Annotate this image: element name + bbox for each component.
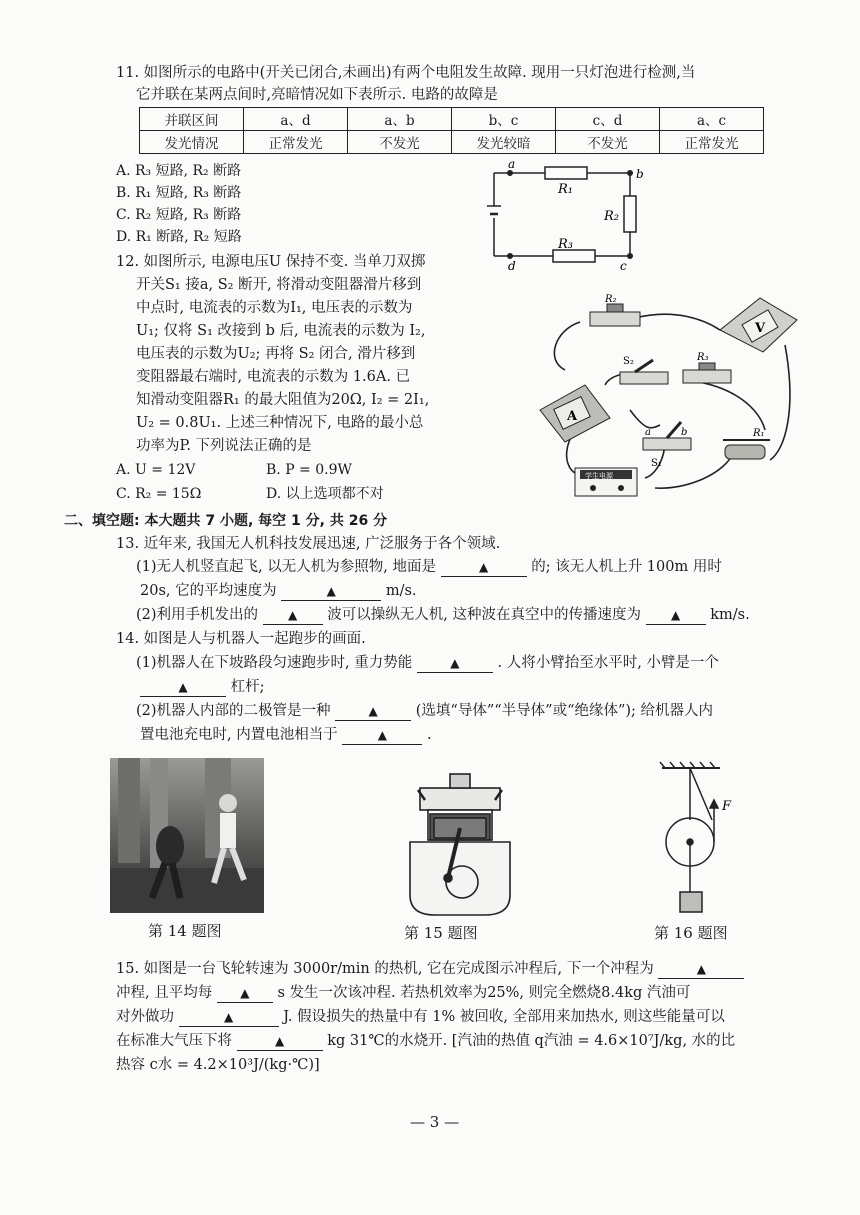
q12-line: 功率为P. 下列说法正确的是: [136, 438, 312, 454]
caption-fig16: 第 16 题图: [654, 924, 728, 942]
q12-line: 变阻器最右端时, 电流表的示数为 1.6A. 已: [136, 369, 411, 385]
r3-label: R₃: [558, 237, 573, 252]
q14-part2-cont: [140, 724, 432, 746]
voltmeter-label: V: [755, 321, 766, 336]
q13-part2: [136, 604, 750, 626]
answer-blank[interactable]: [658, 960, 744, 979]
q11-option-c: C. R₂ 短路, R₃ 断路: [116, 207, 242, 223]
answer-blank[interactable]: [217, 984, 273, 1003]
s2-label: S₂: [623, 356, 634, 367]
r3-resistor: [683, 352, 731, 383]
node-c-label: c: [620, 259, 627, 270]
answer-blank[interactable]: [417, 654, 493, 673]
answer-blank[interactable]: [140, 678, 226, 697]
table-cell: 不发光: [348, 131, 452, 154]
r3-label: R₃: [697, 352, 709, 363]
q14-part2-text: (选填“导体”“半导体”或“绝缘体”); 给机器人内: [415, 703, 714, 719]
q13-part1-text: 的; 该无人机上升 100m 用时: [531, 559, 722, 575]
q14-part1-cont: [140, 676, 265, 698]
q14-part2-text: 置电池充电时, 内置电池相当于: [140, 727, 338, 743]
blank-mark-icon: ▲: [368, 704, 378, 718]
q14-part2: [136, 700, 713, 722]
section-heading: 二、填空题: 本大题共 7 小题, 每空 1 分, 共 26 分: [64, 513, 388, 529]
table-cell: 正常发光: [244, 131, 348, 154]
q14-part1: [136, 652, 719, 674]
answer-blank[interactable]: [335, 702, 411, 721]
q12-line: 12. 如图所示, 电源电压U 保持不变. 当单刀双掷: [116, 254, 426, 270]
q11-option-d: D. R₁ 断路, R₂ 短路: [116, 229, 242, 245]
table-cell: a、b: [348, 108, 452, 131]
q13-part1: [136, 556, 722, 578]
engine-cylinder-figure: [400, 770, 520, 920]
q13-stem: 13. 近年来, 我国无人机科技发展迅速, 广泛服务于各个领域.: [116, 536, 501, 552]
q15-line3: [116, 1006, 725, 1028]
page-number: — 3 —: [410, 1113, 460, 1131]
force-label: F: [722, 799, 732, 814]
ammeter-label: A: [567, 409, 578, 424]
r1-label: R₁: [753, 428, 765, 439]
q14-part1-text: (1)机器人在下坡路段匀速跑步时, 重力势能: [136, 655, 413, 671]
table-cell: 不发光: [556, 131, 660, 154]
blank-mark-icon: ▲: [377, 728, 387, 742]
table-cell: 正常发光: [660, 131, 764, 154]
q13-part2-text: 波可以操纵无人机, 这种波在真空中的传播速度为: [327, 607, 641, 623]
q11-option-b: B. R₁ 短路, R₃ 断路: [116, 185, 242, 201]
q11-circuit-diagram: [480, 158, 650, 270]
blank-mark-icon: ▲: [240, 986, 250, 1000]
r2-label: R₂: [605, 294, 617, 305]
blank-mark-icon: ▲: [696, 962, 706, 976]
table-row: [140, 131, 764, 154]
q12-option-c: C. R₂ = 15Ω: [116, 486, 202, 502]
table-cell: a、d: [244, 108, 348, 131]
blank-mark-icon: ▲: [288, 608, 298, 622]
q14-part2-text: (2)机器人内部的二极管是一种: [136, 703, 331, 719]
q12-apparatus-figure: [535, 290, 800, 510]
q13-part1-text: m/s.: [385, 583, 417, 599]
table-cell: 并联区间: [140, 108, 244, 131]
blank-mark-icon: ▲: [326, 584, 336, 598]
q12-option-d: D. 以上选项都不对: [266, 486, 384, 502]
q12-line: U₁; 仅将 S₁ 改接到 b 后, 电流表的示数为 I₂,: [136, 323, 426, 339]
r2-label: R₂: [604, 209, 619, 224]
answer-blank[interactable]: [646, 606, 706, 625]
blank-mark-icon: ▲: [274, 1034, 285, 1048]
q12-line: 电压表的示数为U₂; 再将 S₂ 闭合, 滑片移到: [136, 346, 416, 362]
q11-table: [139, 107, 764, 154]
q11-stem-line1: 11. 如图所示的电路中(开关已闭合,未画出)有两个电阻发生故障. 现用一只灯泡进行检测,当: [116, 65, 696, 81]
table-cell: 发光较暗: [452, 131, 556, 154]
q13-part2-text: (2)利用手机发出的: [136, 607, 259, 623]
q12-line: 知滑动变阻器R₁ 的最大阻值为20Ω, I₂ = 2I₁,: [136, 392, 430, 408]
q12-line: U₂ = 0.8U₁. 上述三种情况下, 电路的最小总: [136, 415, 424, 431]
q11-stem-line2: 它并联在某两点间时,亮暗情况如下表所示. 电路的故障是: [136, 87, 498, 103]
power-supply-label: 学生电源: [585, 472, 613, 480]
q14-stem: 14. 如图是人与机器人一起跑步的画面.: [116, 631, 366, 647]
q15-line1: [116, 958, 744, 980]
answer-blank[interactable]: [179, 1008, 279, 1027]
q13-part2-text: km/s.: [710, 607, 750, 623]
ammeter: [540, 385, 610, 442]
table-row: [140, 108, 764, 131]
q13-part1-text: (1)无人机竖直起飞, 以无人机为参照物, 地面是: [136, 559, 436, 575]
q12-option-a: A. U = 12V: [116, 462, 196, 478]
answer-blank[interactable]: [263, 606, 323, 625]
blank-mark-icon: ▲: [450, 656, 460, 670]
q15-text: 15. 如图是一台飞轮转速为 3000r/min 的热机, 它在完成图示冲程后, 下一个冲程为: [116, 961, 654, 977]
blank-mark-icon: ▲: [478, 560, 489, 574]
node-b-label: b: [636, 167, 644, 181]
q15-text: 对外做功: [116, 1009, 174, 1025]
s2-switch: [620, 356, 668, 384]
q12-option-b: B. P = 0.9W: [266, 462, 352, 478]
table-cell: 发光情况: [140, 131, 244, 154]
table-cell: a、c: [660, 108, 764, 131]
answer-blank[interactable]: [281, 582, 381, 601]
r2-resistor: [590, 294, 640, 326]
answer-blank[interactable]: [342, 726, 422, 745]
q14-part1-text: 杠杆;: [230, 679, 265, 695]
blank-mark-icon: ▲: [178, 680, 188, 694]
q15-text: 在标准大气压下将: [116, 1033, 232, 1049]
q15-text: J. 假设损失的热量中有 1% 被回收, 全部用来加热水, 则这些能量可以: [283, 1009, 725, 1025]
answer-blank[interactable]: [441, 558, 527, 577]
runner-robot-photo: [110, 758, 264, 913]
answer-blank[interactable]: [237, 1032, 323, 1051]
s1-switch: [643, 422, 691, 469]
q13-part1-text: 20s, 它的平均速度为: [140, 583, 277, 599]
r1-label: R₁: [558, 182, 573, 197]
voltmeter: [720, 298, 797, 352]
q11-option-a: A. R₃ 短路, R₂ 断路: [116, 163, 242, 179]
q14-part1-text: . 人将小臂抬至水平时, 小臂是一个: [497, 655, 719, 671]
caption-fig15: 第 15 题图: [404, 924, 478, 942]
blank-mark-icon: ▲: [670, 608, 681, 622]
s1-label: S₁: [651, 458, 662, 469]
q15-line5: 热容 c水 = 4.2×10³J/(kg·℃)]: [116, 1057, 320, 1073]
s1-contact-b: b: [681, 427, 688, 438]
caption-fig14: 第 14 题图: [148, 922, 222, 940]
table-cell: c、d: [556, 108, 660, 131]
q15-line2: [116, 982, 690, 1004]
q14-part2-text: .: [426, 727, 432, 743]
power-supply: [575, 468, 637, 496]
node-d-label: d: [508, 259, 516, 270]
q15-text: s 发生一次该冲程. 若热机效率为25%, 则完全燃烧8.4kg 汽油可: [277, 985, 691, 1001]
q12-line: 开关S₁ 接a, S₂ 断开, 将滑动变阻器滑片移到: [136, 277, 422, 293]
q15-text: kg 31℃的水烧开. [汽油的热值 q汽油 = 4.6×10⁷J/kg, 水的比: [327, 1033, 736, 1049]
q15-line4: [116, 1030, 735, 1052]
node-a-label: a: [508, 158, 516, 171]
q12-line: 中点时, 电流表的示数为I₁, 电压表的示数为: [136, 300, 413, 316]
r1-rheostat: [723, 428, 770, 459]
q13-part1-cont: [140, 580, 417, 602]
blank-mark-icon: ▲: [223, 1010, 234, 1024]
table-cell: b、c: [452, 108, 556, 131]
s1-contact-a: a: [645, 427, 651, 438]
pulley-figure: [650, 760, 760, 918]
q15-text: 冲程, 且平均每: [116, 985, 213, 1001]
